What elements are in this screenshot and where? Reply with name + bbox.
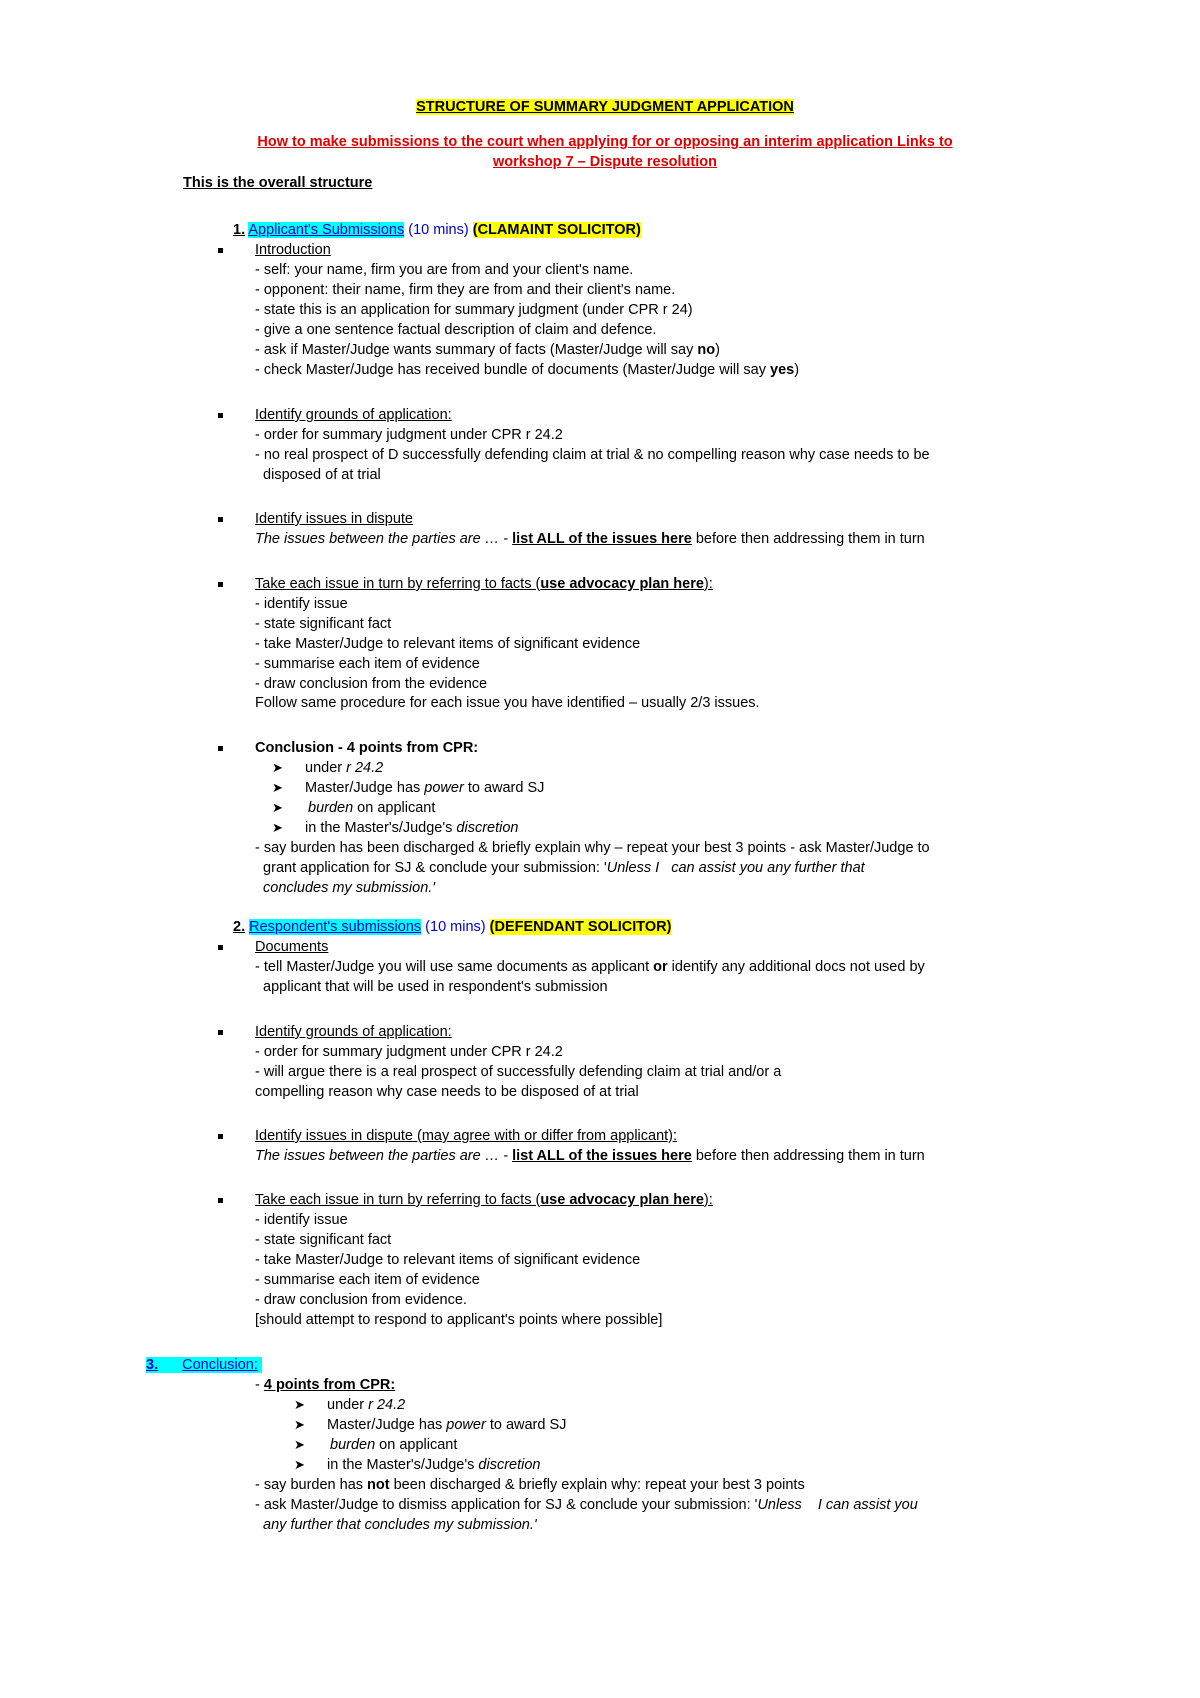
step-item: - draw conclusion from the evidence [255,676,488,692]
points-heading: - 4 points from CPR: [255,1377,396,1393]
section-3-heading: 3. Conclusion: [146,1356,262,1374]
conclusion-point: in the Master's/Judge's discretion [327,1457,541,1473]
respond-note: [should attempt to respond to applicant's points where possible] [255,1312,663,1328]
conclusion-point: burden on applicant [308,800,436,816]
arrowhead-bullet-icon: ➤ [294,1437,305,1452]
section-2-heading: 2. Respondent's submissions (10 mins) (DEFENDANT SOLICITOR) [233,919,672,935]
issues-text: The issues between the parties are … - list ALL of the issues here before then addressing them in turn [255,531,925,547]
square-bullet-icon [218,517,223,522]
intro-item: - give a one sentence factual description of claim and defence. [255,322,657,338]
step-item: - state significant fact [255,616,392,632]
square-bullet-icon [218,1030,223,1035]
conclusion-text: concludes my submission.' [255,880,436,896]
step-item: - take Master/Judge to relevant items of significant evidence [255,636,641,652]
grounds-item: - no real prospect of D successfully defending claim at trial & no compelling reason why case needs to be [255,447,930,463]
arrowhead-bullet-icon: ➤ [294,1457,305,1472]
conclusion-text: - ask Master/Judge to dismiss application for SJ & conclude your submission: 'Unless I can assist you [255,1497,918,1513]
grounds-item: - order for summary judgment under CPR r 24.2 [255,427,563,443]
arrowhead-bullet-icon: ➤ [272,760,283,775]
arrowhead-bullet-icon: ➤ [272,780,283,795]
grounds-item: - order for summary judgment under CPR r 24.2 [255,1044,563,1060]
arrowhead-bullet-icon: ➤ [272,820,283,835]
square-bullet-icon [218,1134,223,1139]
conclusion-text: grant application for SJ & conclude your submission: 'Unless I can assist you any further that [255,860,865,876]
grounds-heading: Identify grounds of application: [255,1024,452,1040]
intro-item: - state this is an application for summary judgment (under CPR r 24) [255,302,693,318]
step-item: - state significant fact [255,1232,392,1248]
intro-item: - ask if Master/Judge wants summary of facts (Master/Judge will say no) [255,342,720,358]
intro-item: - check Master/Judge has received bundle of documents (Master/Judge will say yes) [255,362,800,378]
arrowhead-bullet-icon: ➤ [294,1397,305,1412]
conclusion-text: - say burden has not been discharged & briefly explain why: repeat your best 3 points [255,1477,805,1493]
step-item: - summarise each item of evidence [255,656,480,672]
subtitle-line-1: How to make submissions to the court when applying for or opposing an interim application Links to [257,134,953,150]
conclusion-point: Master/Judge has power to award SJ [305,780,545,796]
overall-structure-label: This is the overall structure [183,175,373,191]
documents-heading: Documents [255,939,329,955]
intro-item: - opponent: their name, firm they are from and their client's name. [255,282,676,298]
conclusion-point: burden on applicant [330,1437,458,1453]
documents-item: applicant that will be used in respondent's submission [255,979,608,995]
subtitle-line-2: workshop 7 – Dispute resolution [493,154,717,170]
square-bullet-icon [218,746,223,751]
conclusion-text: any further that concludes my submission.' [255,1517,537,1533]
step-item: - identify issue [255,596,348,612]
square-bullet-icon [218,945,223,950]
issues-heading: Identify issues in dispute [255,511,413,527]
grounds-item: compelling reason why case needs to be disposed of at trial [255,1084,639,1100]
square-bullet-icon [218,1198,223,1203]
issues-text: The issues between the parties are … - list ALL of the issues here before then addressing them in turn [255,1148,925,1164]
conclusion-point: under r 24.2 [327,1397,406,1413]
take-each-issue-heading: Take each issue in turn by referring to facts (use advocacy plan here): [255,576,713,592]
arrowhead-bullet-icon: ➤ [272,800,283,815]
conclusion-heading: Conclusion - 4 points from CPR: [255,740,479,756]
intro-item: - self: your name, firm you are from and your client's name. [255,262,634,278]
step-item: - draw conclusion from evidence. [255,1292,467,1308]
step-item: - identify issue [255,1212,348,1228]
introduction-heading: Introduction [255,242,331,258]
grounds-item: - will argue there is a real prospect of successfully defending claim at trial and/or a [255,1064,782,1080]
conclusion-point: under r 24.2 [305,760,384,776]
step-item: - summarise each item of evidence [255,1272,480,1288]
take-each-issue-heading: Take each issue in turn by referring to facts (use advocacy plan here): [255,1192,713,1208]
square-bullet-icon [218,248,223,253]
step-item: - take Master/Judge to relevant items of significant evidence [255,1252,641,1268]
issues-heading: Identify issues in dispute (may agree with or differ from applicant): [255,1128,678,1144]
conclusion-point: Master/Judge has power to award SJ [327,1417,567,1433]
document-title: STRUCTURE OF SUMMARY JUDGMENT APPLICATION [416,99,794,115]
documents-item: - tell Master/Judge you will use same documents as applicant or identify any additional docs not used by [255,959,925,975]
grounds-item: disposed of at trial [255,467,381,483]
square-bullet-icon [218,582,223,587]
follow-text: Follow same procedure for each issue you have identified – usually 2/3 issues. [255,695,760,711]
arrowhead-bullet-icon: ➤ [294,1417,305,1432]
conclusion-text: - say burden has been discharged & briefly explain why – repeat your best 3 points - ask Master/Judge to [255,840,930,856]
square-bullet-icon [218,413,223,418]
conclusion-point: in the Master's/Judge's discretion [305,820,519,836]
section-1-heading: 1. Applicant's Submissions (10 mins) (CLAMAINT SOLICITOR) [233,222,641,238]
grounds-heading: Identify grounds of application: [255,407,452,423]
